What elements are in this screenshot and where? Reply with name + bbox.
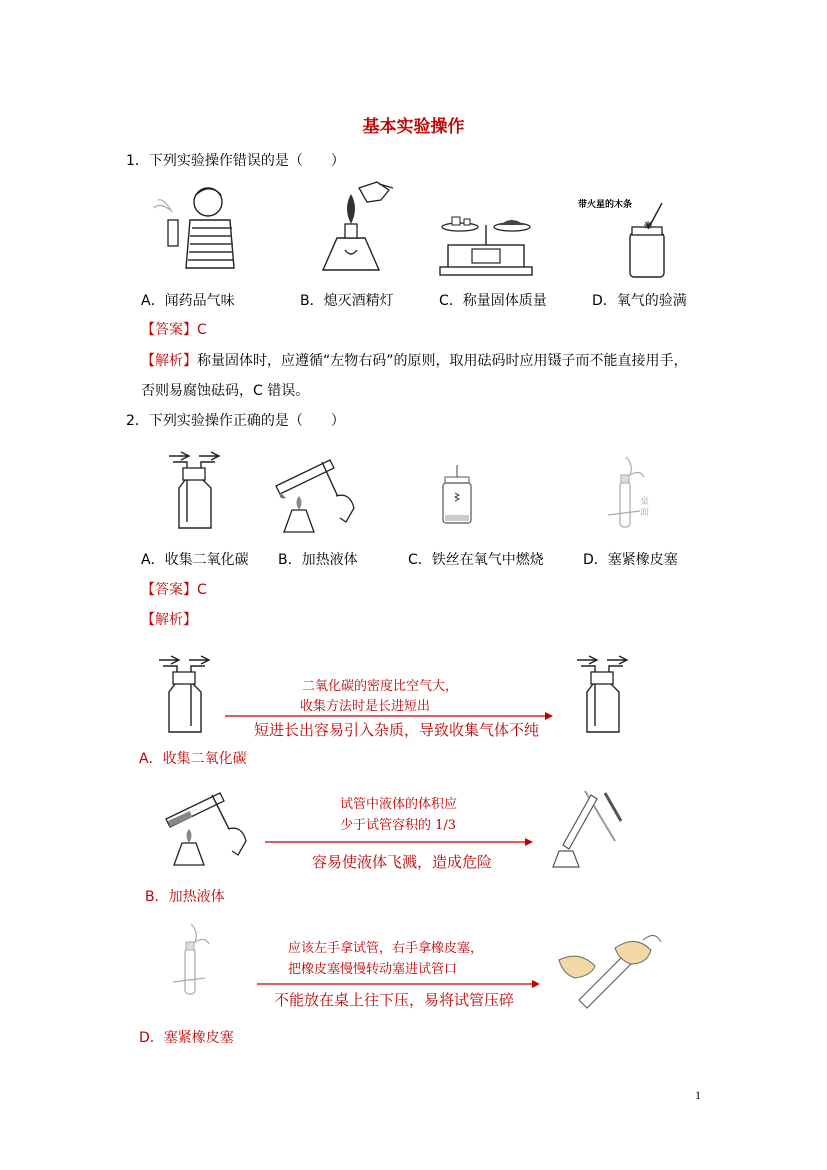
q1-figure-b-lamp <box>315 178 400 276</box>
explain-d-label: D．塞紧橡皮塞 <box>139 1030 234 1046</box>
q1-answer-value: C <box>197 322 207 338</box>
q1-figure-d-label: 带火星的木条 <box>578 200 633 210</box>
q1-option-c: C．称量固体质量 <box>439 293 547 309</box>
page-title: 基本实验操作 <box>362 117 465 137</box>
explain-a-correct-bottle <box>573 652 633 737</box>
question-1-stem: 1．下列实验操作错误的是（ ） <box>126 153 345 169</box>
explain-b-handwriting-2: 少于试管容积的 1/3 <box>340 818 457 833</box>
q1-option-b: B．熄灭酒精灯 <box>300 293 394 309</box>
q2-answer-tag: 【答案】 <box>141 582 197 598</box>
q2-figure-d-desk: 桌面 <box>640 497 650 518</box>
q2-analysis-tag: 【解析】 <box>141 612 197 628</box>
q1-answer <box>141 319 207 339</box>
page-number: 1 <box>695 1088 701 1102</box>
q2-figure-a-bottle <box>165 448 225 533</box>
explain-d-handwriting-2: 把橡皮塞慢慢转动塞进试管口 <box>288 962 458 977</box>
q2-answer <box>141 579 207 599</box>
q1-option-d: D．氧气的验满 <box>592 293 687 309</box>
q1-analysis-line1: 称量固体时，应遵循“左物右码”的原则，取用砝码时应用镊子而不能直接用手， <box>197 353 688 369</box>
explain-b-note: 容易使液体飞溅，造成危险 <box>312 853 493 871</box>
q2-figure-b-heating <box>270 452 365 537</box>
q1-analysis <box>141 350 688 370</box>
q1-analysis-line2: 否则易腐蚀砝码，C 错误。 <box>141 383 310 399</box>
explain-b-wrong-heating <box>160 785 260 870</box>
explain-a-wrong-bottle <box>155 652 215 737</box>
explain-a-handwriting-1: 二氧化碳的密度比空气大， <box>302 679 459 694</box>
explain-b-arrow <box>265 836 535 848</box>
q1-option-a: A．闻药品气味 <box>141 293 235 309</box>
q2-answer-value: C <box>197 582 207 598</box>
explain-d-note: 不能放在桌上往下压，易将试管压碎 <box>274 991 515 1009</box>
explain-a-handwriting-2: 收集方法时是长进短出 <box>300 699 431 714</box>
q1-figure-a-smell <box>150 180 240 275</box>
explain-d-correct-hands <box>555 930 665 1005</box>
q2-option-d: D．塞紧橡皮塞 <box>583 552 678 568</box>
q2-figure-d-stopper <box>600 455 660 535</box>
explain-a-label: A．收集二氧化碳 <box>139 751 247 767</box>
q1-figure-c-balance <box>436 205 536 277</box>
q2-option-a: A．收集二氧化碳 <box>141 552 249 568</box>
explain-d-wrong-stopper <box>165 922 225 1007</box>
explain-b-correct-heating <box>545 785 630 870</box>
explain-b-handwriting-1: 试管中液体的体积应 <box>340 797 458 812</box>
q1-answer-tag: 【答案】 <box>141 322 197 338</box>
q2-option-b: B．加热液体 <box>278 552 358 568</box>
question-2-stem: 2．下列实验操作正确的是（ ） <box>126 413 345 429</box>
explain-a-note: 短进长出容易引入杂质，导致收集气体不纯 <box>254 721 540 739</box>
q2-option-c: C．铁丝在氧气中燃烧 <box>408 552 544 568</box>
explain-b-label: B．加热液体 <box>145 889 225 905</box>
q1-analysis-tag: 【解析】 <box>141 353 197 369</box>
explain-d-handwriting-1: 应该左手拿试管，右手拿橡皮塞， <box>288 941 484 956</box>
q2-figure-c-iron-wire <box>437 465 477 535</box>
